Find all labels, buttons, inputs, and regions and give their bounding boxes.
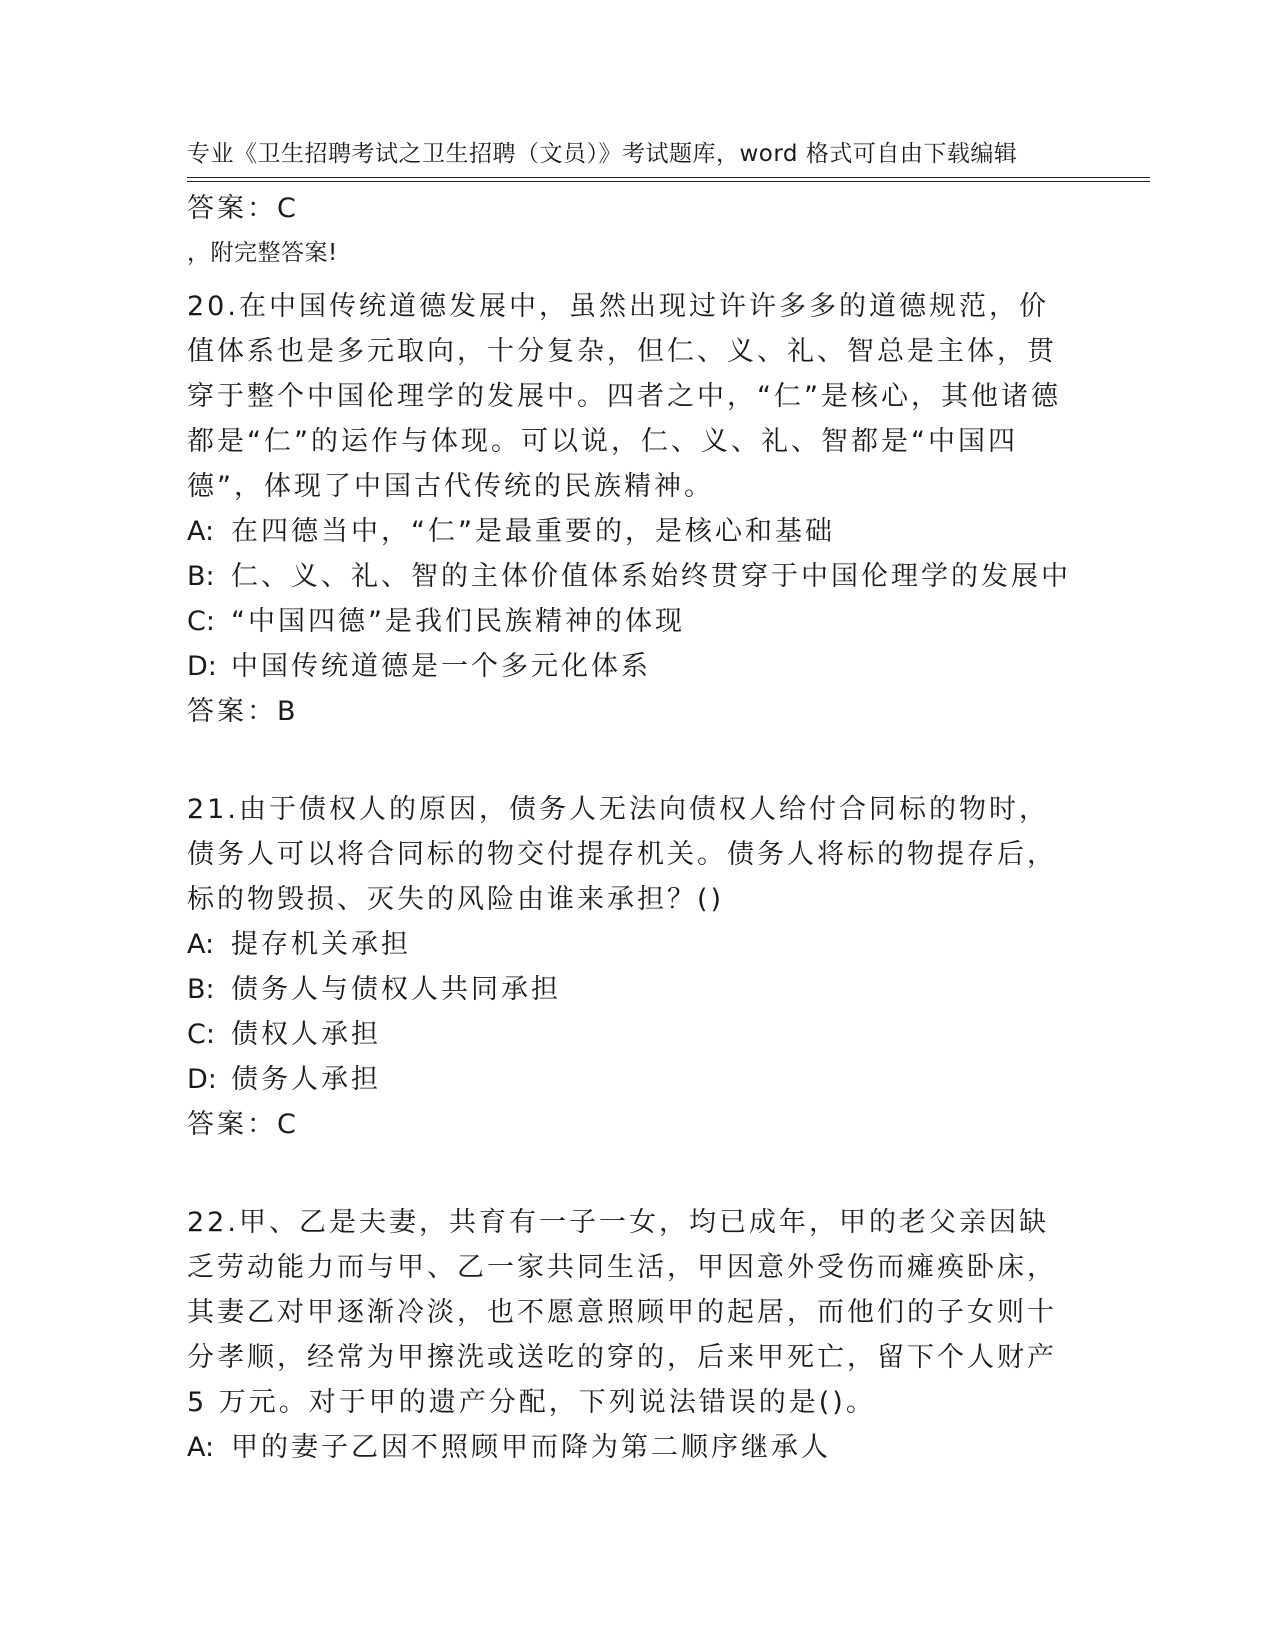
option-letter: A: [187, 929, 215, 960]
option-text: 中国传统道德是一个多元化体系 [231, 651, 651, 682]
answer-label: 答案：C [187, 1109, 299, 1140]
question-22 [187, 1200, 1077, 1470]
option-text: 仁、义、礼、智的主体价值体系始终贯穿于中国伦理学的发展中 [231, 561, 1071, 592]
option-d [187, 1057, 1077, 1102]
question-stem: 21.由于债权人的原因，债务人无法向债权人给付合同标的物时，债务人可以将合同标的物交付提存机关。债务人将标的物提存后，标的物毁损、灭失的风险由谁来承担？() [187, 794, 1057, 915]
option-letter: C: [187, 1019, 215, 1050]
option-text: 债务人承担 [231, 1064, 381, 1095]
option-c [187, 599, 1077, 644]
option-text: 提存机关承担 [231, 929, 411, 960]
option-text: 甲的妻子乙因不照顾甲而降为第二顺序继承人 [231, 1432, 831, 1463]
option-text: 在四德当中，“仁”是最重要的，是核心和基础 [231, 516, 835, 547]
option-letter: B: [187, 561, 215, 592]
question-20 [187, 284, 1077, 734]
option-a [187, 509, 1077, 554]
option-d [187, 644, 1077, 689]
question-stem: 22.甲、乙是夫妻，共育有一子一女，均已成年，甲的老父亲因缺乏劳动能力而与甲、乙一家共同生活，甲因意外受伤而瘫痪卧床，其妻乙对甲逐渐冷淡，也不愿意照顾甲的起居，而他们的子女则十分孝顺，经常为甲擦洗或送吃的穿的，后来甲死亡，留下个人财产 5 万元。对于甲的遗产分配，下列说法错误的是()。 [187, 1207, 1057, 1418]
option-b [187, 554, 1077, 599]
option-a [187, 922, 1077, 967]
question-stem: 20.在中国传统道德发展中，虽然出现过许许多多的道德规范，价值体系也是多元取向，十分复杂，但仁、义、礼、智总是主体，贯穿于整个中国伦理学的发展中。四者之中，“仁”是核心，其他诸德都是“仁”的运作与体现。可以说，仁、义、礼、智都是“中国四德”，体现了中国古代传统的民族精神。 [187, 291, 1061, 502]
option-text: “中国四德”是我们民族精神的体现 [231, 606, 685, 637]
option-text: 债务人与债权人共同承担 [231, 974, 561, 1005]
option-a [187, 1425, 1077, 1470]
option-letter: A: [187, 1432, 215, 1463]
question-21 [187, 787, 1077, 1147]
previous-answer: 答案：C [187, 193, 299, 224]
question-list [187, 186, 1077, 1470]
option-letter: D: [187, 651, 217, 682]
header-divider-top [187, 177, 1150, 178]
header-divider-bottom [187, 181, 1150, 182]
option-letter: B: [187, 974, 215, 1005]
option-b [187, 967, 1077, 1012]
option-letter: C: [187, 606, 215, 637]
option-text: 债权人承担 [231, 1019, 381, 1050]
option-c [187, 1012, 1077, 1057]
answer-label: 答案：B [187, 696, 299, 727]
header-line-1: 专业《卫生招聘考试之卫生招聘（文员）》考试题库，word 格式可自由下载编辑 [187, 141, 1018, 167]
option-letter: D: [187, 1064, 217, 1095]
header-line-2: ，附完整答案! [187, 240, 338, 266]
option-letter: A: [187, 516, 215, 547]
